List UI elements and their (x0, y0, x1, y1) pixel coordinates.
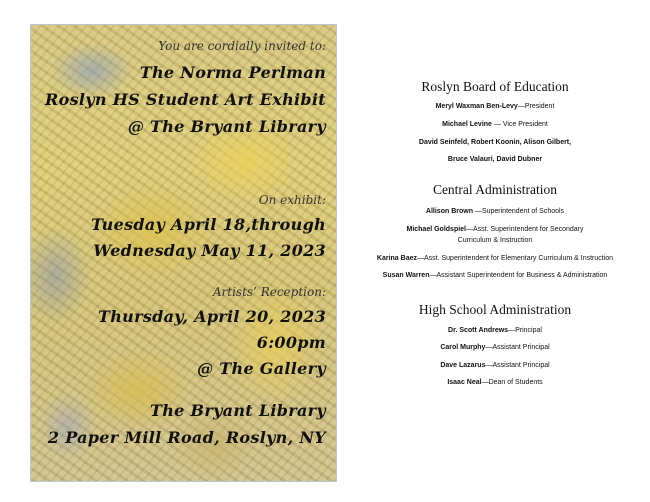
venue-address: 2 Paper Mill Road, Roslyn, NY (47, 428, 326, 447)
board-member: Bruce Valauri, David Dubner (447, 156, 543, 163)
highschool-heading: High School Administration (418, 302, 572, 317)
central-member: Michael Goldspiel—Asst. Superintendent for Secondary Curriculum & Instruction (406, 226, 584, 244)
board-member: Meryl Waxman Ben-Levy—President (435, 103, 555, 110)
exhibit-dates-line-1: Tuesday April 18,through (90, 215, 326, 234)
venue-name: The Bryant Library (150, 401, 326, 420)
exhibit-title-line-1: The Norma Perlman (139, 63, 326, 82)
exhibit-title-line-3: @ The Bryant Library (127, 117, 326, 136)
central-member: Susan Warren—Assistant Superintendent for Business & Administration (382, 272, 608, 279)
board-member: David Seinfeld, Robert Koonin, Alison Gilbert, (418, 139, 572, 146)
highschool-member: Dr. Scott Andrews—Principal (448, 327, 542, 334)
exhibit-title-line-2: Roslyn HS Student Art Exhibit (45, 90, 326, 109)
board-member: Michael Levine — Vice President (442, 121, 548, 128)
highschool-member: Isaac Neal—Dean of Students (447, 379, 543, 386)
board-heading: Roslyn Board of Education (421, 79, 569, 94)
highschool-member: Carol Murphy—Assistant Principal (440, 344, 550, 351)
central-heading: Central Administration (432, 182, 558, 197)
invitation-card (30, 24, 337, 482)
reception-label: Artists’ Reception: (212, 285, 326, 299)
reception-location: @ The Gallery (197, 359, 326, 378)
exhibit-dates-line-2: Wednesday May 11, 2023 (93, 241, 326, 260)
reception-date: Thursday, April 20, 2023 (98, 307, 326, 326)
central-member: Karina Baez—Asst. Superintendent for Elementary Curriculum & Instruction (376, 255, 614, 262)
reception-time: 6:00pm (256, 333, 326, 352)
central-member: Allison Brown —Superintendent of Schools (425, 208, 565, 215)
invitation-intro: You are cordially invited to: (158, 39, 326, 53)
highschool-member: Dave Lazarus—Assistant Principal (440, 362, 550, 369)
exhibit-label: On exhibit: (258, 193, 326, 207)
